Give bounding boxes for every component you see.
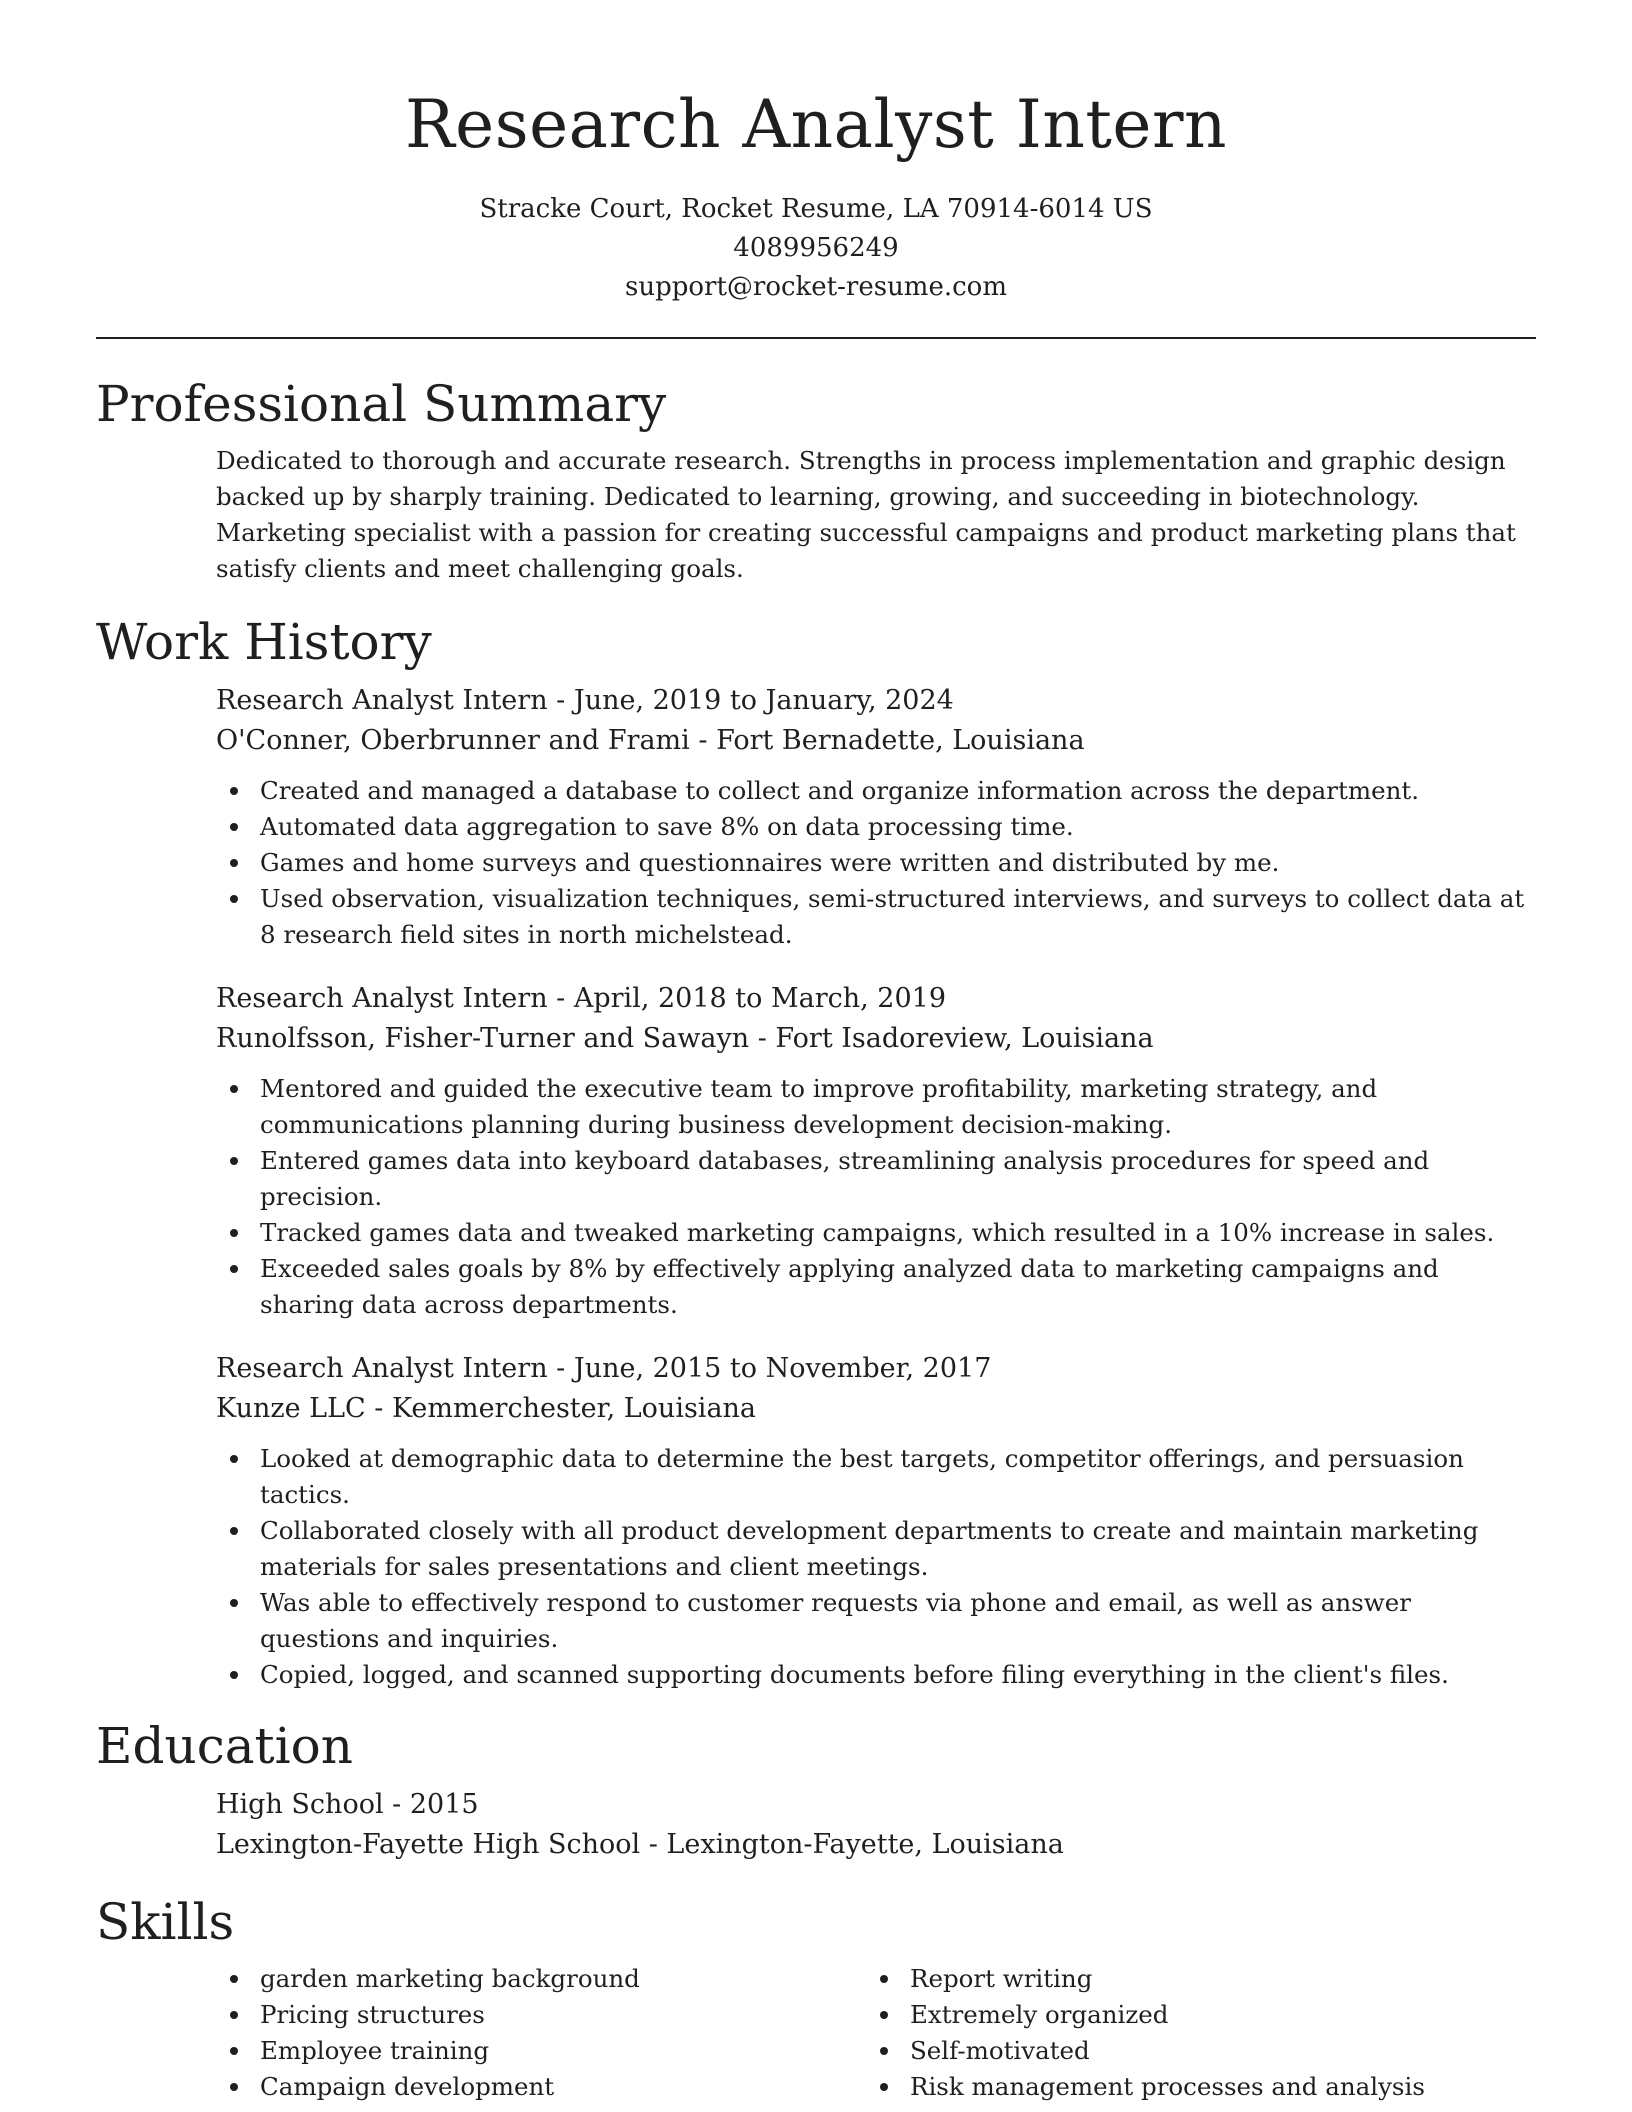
section-title-summary: Professional Summary xyxy=(96,375,667,433)
skills-list xyxy=(866,1961,1516,2105)
job-bullet: Used observation, visualization techniques, semi-structured interviews, and surveys to collect data at 8 research field sites in north michelstead. xyxy=(216,881,1536,953)
job-bullet: Was able to effectively respond to customer requests via phone and email, as well as answer questions and inquiries. xyxy=(216,1585,1536,1657)
job-bullet: Tracked games data and tweaked marketing campaigns, which resulted in a 10% increase in sales. xyxy=(216,1215,1536,1251)
candidate-name: Research Analyst Intern xyxy=(404,86,1228,163)
job-bullet: Copied, logged, and scanned supporting documents before filing everything in the client's files. xyxy=(216,1657,1536,1693)
skill-item: Self-motivated xyxy=(866,2033,1516,2069)
job-bullet: Created and managed a database to collect and organize information across the department. xyxy=(216,773,1536,809)
job-entry xyxy=(216,681,1536,953)
email: support@rocket-resume.com xyxy=(624,272,1007,302)
section-title-work-history: Work History xyxy=(96,613,432,671)
skill-item: Pricing structures xyxy=(216,1997,866,2033)
job-bullet: Mentored and guided the executive team to improve profitability, marketing strategy, and communications planning during business development decision-making. xyxy=(216,1071,1536,1143)
job-bullets xyxy=(216,1441,1536,1693)
phone: 4089956249 xyxy=(733,233,899,263)
job-company-location: Kunze LLC - Kemmerchester, Louisiana xyxy=(216,1393,757,1424)
skills-columns xyxy=(216,1961,1536,2105)
skills-column-right xyxy=(866,1961,1516,2105)
address: Stracke Court, Rocket Resume, LA 70914-6014 US xyxy=(479,194,1153,224)
skill-item: Report writing xyxy=(866,1961,1516,1997)
skills-section xyxy=(0,1891,1632,2105)
section-title-skills: Skills xyxy=(96,1893,235,1951)
job-bullet: Entered games data into keyboard databases, streamlining analysis procedures for speed and precision. xyxy=(216,1143,1536,1215)
skill-item: Campaign development xyxy=(216,2069,866,2105)
section-title-education: Education xyxy=(96,1717,353,1775)
summary-section xyxy=(0,373,1632,587)
school-location: Lexington-Fayette High School - Lexington-Fayette, Louisiana xyxy=(216,1829,1064,1860)
job-bullet: Looked at demographic data to determine the best targets, competitor offerings, and persuasion tactics. xyxy=(216,1441,1536,1513)
job-entry xyxy=(216,1349,1536,1693)
job-entry xyxy=(216,979,1536,1323)
job-bullets xyxy=(216,1071,1536,1323)
job-title-dates: Research Analyst Intern - April, 2018 to March, 2019 xyxy=(216,983,947,1014)
job-company-location: O'Conner, Oberbrunner and Frami - Fort Bernadette, Louisiana xyxy=(216,725,1085,756)
skill-item: Employee training xyxy=(216,2033,866,2069)
job-bullet: Automated data aggregation to save 8% on data processing time. xyxy=(216,809,1536,845)
skills-list xyxy=(216,1961,866,2105)
job-title-dates: Research Analyst Intern - June, 2019 to January, 2024 xyxy=(216,685,954,716)
job-company-location: Runolfsson, Fisher-Turner and Sawayn - Fort Isadoreview, Louisiana xyxy=(216,1023,1154,1054)
job-bullet: Exceeded sales goals by 8% by effectively applying analyzed data to marketing campaigns and sharing data across departments. xyxy=(216,1251,1536,1323)
resume-header xyxy=(0,0,1632,307)
job-title-dates: Research Analyst Intern - June, 2015 to November, 2017 xyxy=(216,1353,992,1384)
job-bullet: Games and home surveys and questionnaires were written and distributed by me. xyxy=(216,845,1536,881)
education-section xyxy=(0,1715,1632,1865)
contact-info xyxy=(0,190,1632,307)
degree-year: High School - 2015 xyxy=(216,1789,479,1820)
skill-item: Extremely organized xyxy=(866,1997,1516,2033)
education-entry xyxy=(216,1785,1536,1865)
header-divider xyxy=(96,337,1536,339)
skills-column-left xyxy=(216,1961,866,2105)
job-bullet: Collaborated closely with all product development departments to create and maintain marketing materials for sales presentations and client meetings. xyxy=(216,1513,1536,1585)
summary-text: Dedicated to thorough and accurate research. Strengths in process implementation and graphic design backed up by sharply training. Dedicated to learning, growing, and succeeding in biotechnology. Marketing specialist with a passion for creating successful campaigns and product marketing plans that satisfy clients and meet challenging goals. xyxy=(216,446,1516,583)
work-history-section xyxy=(0,611,1632,1693)
skill-item: garden marketing background xyxy=(216,1961,866,1997)
job-bullets xyxy=(216,773,1536,953)
skill-item: Risk management processes and analysis xyxy=(866,2069,1516,2105)
